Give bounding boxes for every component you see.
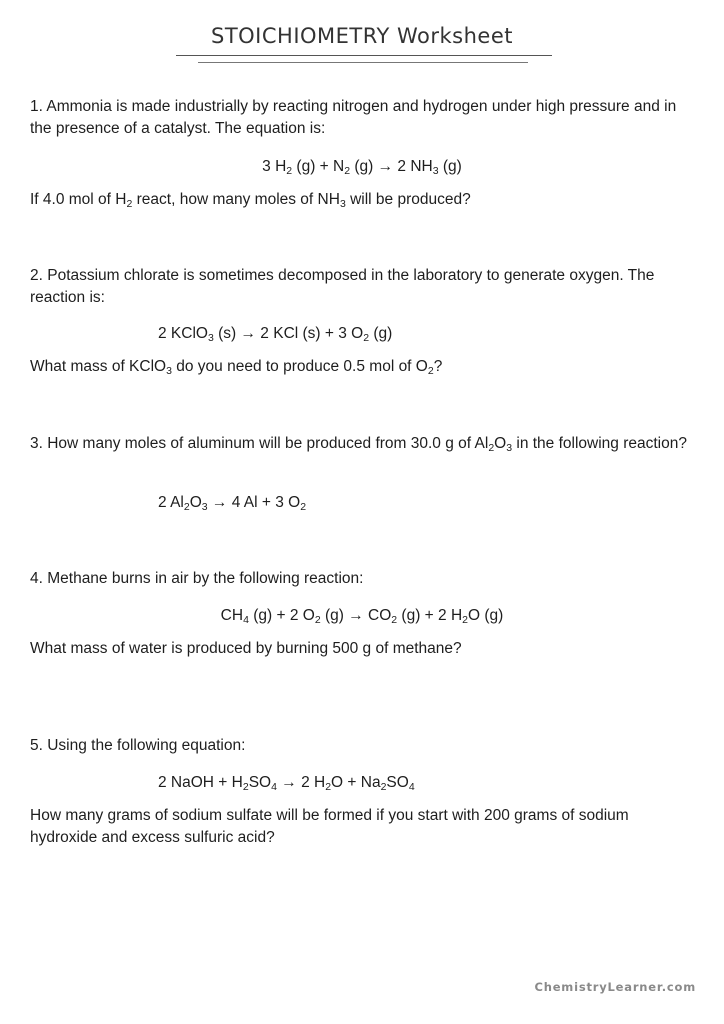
subscript: 3 [166, 365, 172, 377]
subscript: 2 [314, 614, 321, 626]
subscript: 2 [380, 781, 387, 793]
question-2-equation: 2 KClO$_3$ (s) → 2 KCl (s) + 3 $O_2$ (g) [158, 325, 393, 344]
question-5-text: 5. Using the following equation: [30, 737, 246, 754]
subscript: 2 [325, 781, 332, 793]
question-4-prompt: What mass of water is produced by burning 500 g of methane? [30, 640, 462, 657]
question-3-text: 3. How many moles of aluminum will be produced from 30.0 g of $Al_2O_3$ in the following reaction? [30, 435, 687, 454]
question-4-equation: $CH_4$ (g) + 2 $O_2$ $(g) \to CO_2$ (g) + 2 $H_2O$ (g) [220, 607, 504, 626]
question-1-text: 1. Ammonia is made industrially by reacting nitrogen and hydrogen under high pressure and in the presence of a catalyst. The equation is: [30, 98, 677, 137]
subscript: 2 [488, 442, 495, 454]
subscript: 2 [462, 614, 469, 626]
subscript: 3 [207, 332, 214, 344]
footer-watermark: ChemistryLearner.com [534, 980, 696, 994]
title-underline-secondary [198, 62, 528, 63]
subscript: 3 [506, 442, 513, 454]
subscript: 2 [363, 332, 370, 344]
subscript: 4 [271, 781, 277, 793]
subscript: 3 [432, 165, 439, 177]
subscript: 2 [300, 501, 307, 513]
question-4-text: 4. Methane burns in air by the following reaction: [30, 570, 364, 587]
question-3-equation: 2 $Al_2O_3 \to 4$ Al + 3 $O_2$ [158, 494, 307, 513]
question-2-text: 2. Potassium chlorate is sometimes decomposed in the laboratory to generate oxygen. The reaction is: [30, 267, 655, 306]
question-2-prompt: What mass of KClO$_3$ do you need to produce 0.5 mol of $O_2$? [30, 358, 443, 377]
subscript: 3 [201, 501, 208, 513]
subscript: 2 [242, 781, 249, 793]
question-5-equation: 2 NaOH + $H_2SO_4 \to 2$ $H_2O + Na_2SO_4$ [158, 774, 415, 793]
subscript: 2 [286, 165, 293, 177]
subscript: 2 [391, 614, 398, 626]
question-5-prompt: How many grams of sodium sulfate will be formed if you start with 200 grams of sodium hydroxide and excess sulfuric acid? [30, 807, 629, 846]
subscript: 3 [339, 198, 346, 210]
subscript: 4 [243, 614, 249, 626]
page-title: STOICHIOMETRY Worksheet [210, 24, 514, 48]
subscript: 4 [408, 781, 415, 793]
subscript: 2 [344, 165, 351, 177]
question-1-prompt: If 4.0 mol of $H_2$ react, how many moles of $NH_3$ will be produced? [30, 191, 471, 210]
title-underline [176, 55, 552, 56]
question-1-equation: 3 $H_2$ $(g) + N_2$ (g) → 2 $NH_3$ (g) [262, 158, 462, 177]
subscript: 2 [183, 501, 190, 513]
subscript: 2 [427, 365, 434, 377]
subscript: 2 [126, 198, 133, 210]
